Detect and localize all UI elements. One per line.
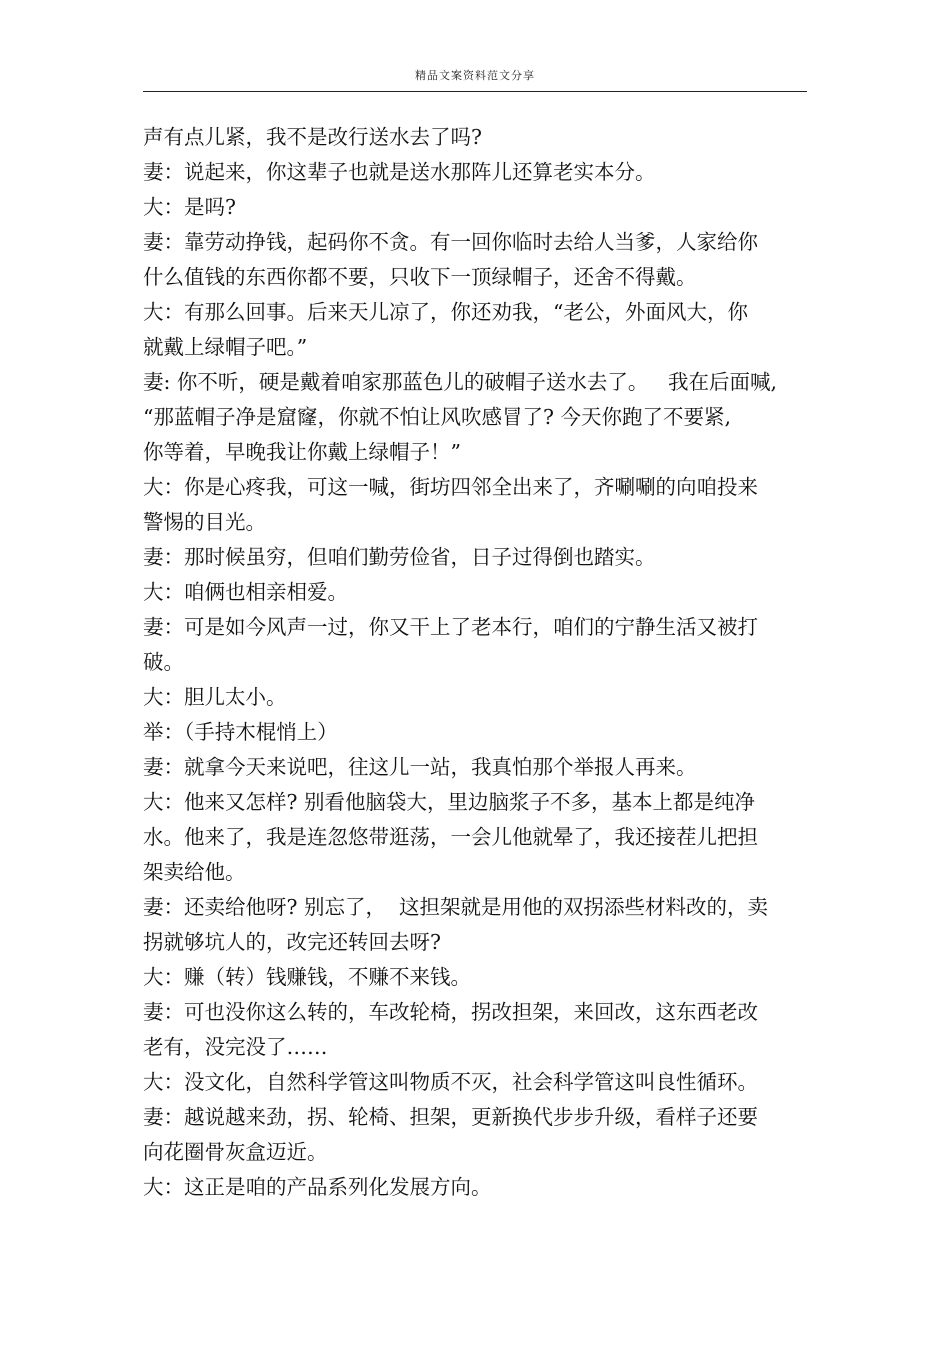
text-line: 举：（手持木棍悄上） (143, 720, 338, 744)
text-line: 妻：可也没你这么转的，车改轮椅，拐改担架，来回改，这东西老改 (143, 1000, 758, 1024)
header-title: 精品文案资料范文分享 (415, 69, 535, 82)
text-line: 妻：靠劳动挣钱，起码你不贪。有一回你临时去给人当爹，人家给你 (143, 230, 758, 254)
text-line: 大：这正是咱的产品系列化发展方向。 (143, 1175, 492, 1199)
text-line: 大：赚（转）钱赚钱，不赚不来钱。 (143, 965, 471, 989)
text-line: 大：你是心疼我，可这一喊，街坊四邻全出来了，齐唰唰的向咱投来 (143, 475, 758, 499)
text-line: 大：没文化，自然科学管这叫物质不灭，社会科学管这叫良性循环。 (143, 1070, 758, 1094)
text-line: 声有点儿紧，我不是改行送水去了吗? (143, 125, 482, 149)
text-line: 拐就够坑人的，改完还转回去呀? (143, 930, 441, 954)
text-line: 妻：越说越来劲，拐、轮椅、担架，更新换代步步升级，看样子还要 (143, 1105, 758, 1129)
text-line: 大：有那么回事。后来天儿凉了，你还劝我，“老公，外面风大，你 (143, 300, 748, 324)
text-line: 大：咱俩也相亲相爱。 (143, 580, 348, 604)
text-line: 向花圈骨灰盒迈近。 (143, 1140, 328, 1164)
text-line: 你等着，早晚我让你戴上绿帽子！” (143, 440, 461, 464)
text-line: 就戴上绿帽子吧。” (143, 335, 308, 359)
text-line: 大：是吗? (143, 195, 236, 219)
document-body (143, 120, 807, 1205)
text-line: 大：他来又怎样? 别看他脑袋大，里边脑浆子不多，基本上都是纯净 (143, 790, 756, 814)
text-line: 水。他来了，我是连忽悠带逛荡，一会儿他就晕了，我还接茬儿把担 (143, 825, 758, 849)
text-line: 什么值钱的东西你都不要，只收下一顶绿帽子，还舍不得戴。 (143, 265, 697, 289)
text-line: 妻：那时候虽穷，但咱们勤劳俭省，日子过得倒也踏实。 (143, 545, 656, 569)
text-line: 妻：还卖给他呀? 别忘了， 这担架就是用他的双拐添些材料改的，卖 (143, 895, 769, 919)
text-line: 架卖给他。 (143, 860, 246, 884)
text-line: 妻：说起来，你这辈子也就是送水那阵儿还算老实本分。 (143, 160, 656, 184)
text-line: 大：胆儿太小。 (143, 685, 287, 709)
text-line: 老有，没完没了…… (143, 1035, 328, 1059)
page-header (143, 64, 807, 92)
text-line: 警惕的目光。 (143, 510, 266, 534)
text-line: 妻：可是如今风声一过，你又干上了老本行，咱们的宁静生活又被打 (143, 615, 758, 639)
text-line: 妻: 你不听，硬是戴着咱家那蓝色儿的破帽子送水去了。 我在后面喊, (143, 370, 777, 394)
text-line: “那蓝帽子净是窟窿，你就不怕让风吹感冒了? 今天你跑了不要紧, (143, 405, 732, 429)
text-line: 破。 (143, 650, 184, 674)
text-line: 妻：就拿今天来说吧，往这儿一站，我真怕那个举报人再来。 (143, 755, 697, 779)
